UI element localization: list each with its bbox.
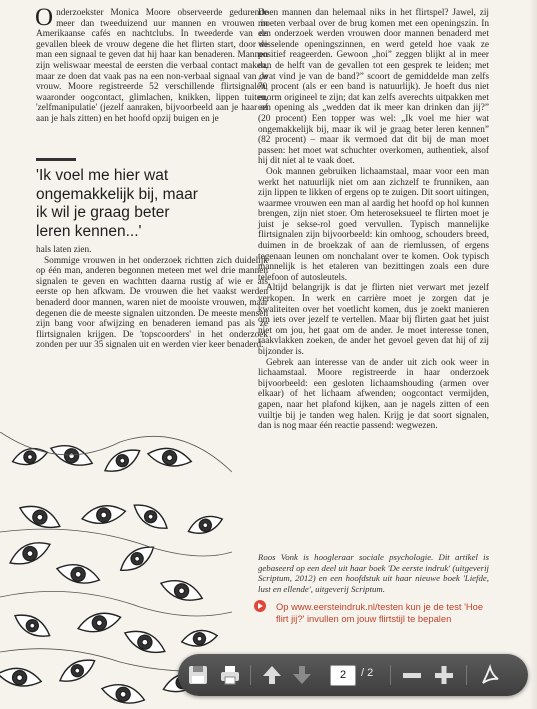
- paragraph: Gebrek aan interesse van de ander uit zich ook weer in lichaamstaal. Moore registreerde in haar onderzoek bijvoorbeeld: een gesloten lichaamshouding (armen over elkaar) of het lichaam afwenden; oogcontact vermijden, gapen, naar het plafond kijken, aan je nagels zitten of een vuiltje bij je tanden weg halen. Krijg je dat soort signalen, dan is nog maar één reactie passend: wegwezen.: [258, 357, 489, 432]
- page-number-input[interactable]: 2: [330, 665, 356, 686]
- pdf-toolbar: [178, 654, 528, 696]
- print-icon[interactable]: [218, 663, 242, 687]
- zoom-out-icon[interactable]: [400, 663, 424, 687]
- play-icon: [254, 600, 266, 612]
- paragraph: Sommige vrouwen in het onderzoek richtten zich duidelijk op één man, anderen begonnen meteen met wel drie mannen signalen te geven en wachtten daarna rustig af wie er als eerste op hen afkwam. De vrouwen die het vaakst werden benaderd door mannen, waren niet de mooiste vrouwen, maar degenen die de meeste signalen uitzonden. De meeste mensen zijn bang voor afwijzing en benaderen iemand pas als ze flirtsignalen krijgen. De 'topscoorders' in het onderzoek zonden per uur 35 signalen uit en werden vier keer benaderd.: [36, 255, 268, 351]
- toolbar-separator: [390, 665, 391, 685]
- promo-note: [268, 601, 493, 624]
- toolbar-separator: [250, 665, 251, 685]
- drop-cap: O: [35, 4, 54, 31]
- arrow-up-icon[interactable]: [260, 663, 284, 687]
- acrobat-icon[interactable]: [478, 663, 502, 687]
- zoom-in-icon[interactable]: [432, 663, 456, 687]
- toolbar-separator: [466, 665, 467, 685]
- article-column-left-top: [35, 4, 268, 125]
- paragraph: hals laten zien.: [36, 245, 92, 255]
- page-total: / 2: [361, 667, 374, 679]
- article-column-left-mid: [36, 245, 268, 351]
- arrow-down-icon[interactable]: [290, 663, 314, 687]
- pullquote-rule: [36, 158, 76, 161]
- author-bio: Roos Vonk is hoogleraar sociale psychologie. Dit artikel is gebaseerd op een deel uit haar boek 'De eerste indruk' (uitgeverij Scriptum, 2012) en een hoofdstuk uit haar nieuwe boek 'Liefde, lust en ellende', uitgeverij Scriptum.: [258, 552, 489, 594]
- pullquote: 'Ik voel me hier wat ongemakkelijk bij, maar ik wil je graag beter leren kennen...': [36, 167, 198, 240]
- save-icon[interactable]: [186, 663, 210, 687]
- promo-text: Op www.eersteindruk.nl/testen kun je de test 'Hoe flirt jij?' invullen om jouw flirtstijl te bepalen: [276, 601, 484, 624]
- article-column-right: [258, 8, 489, 432]
- paragraph: nderzoekster Monica Moore observeerde gedurende meer dan tweeduizend uur mannen en vrouwen in Amerikaanse cafés en nachtclubs. In tweederde van de gevallen bleek de vrouw degene die het flirten start, door de man een signaal te geven dat hij haar kan benaderen. Mannen zijn weliswaar meestal de eersten die verbaal contact maken, maar ze doen dat vaak pas na een non-verbaal signaal van de vrouw. Moore registreerde 52 verschillende flirtsignalen, waaronder oogcontact, glimlachen, knikken, lippen tuiten, 'zelfmanipulatie' (jezelf aanraken, bijvoorbeeld aan je haar of aan je hals zitten) en het hoofd opzij buigen en je: [36, 8, 268, 124]
- paragraph: Doen mannen dan helemaal niks in het flirtspel? Jawel, zij moeten verbaal over de brug komen met een openingszin. In een onderzoek werden vrouwen door mannen benaderd met wisselende openingszinnen, en werd geteld hoe vaak ze positief reageerden. Gewoon „hoi” zeggen blijkt al in meer dan de helft van de gevallen tot een gesprek te leiden; met „wat vind je van de band?” scoort de gemiddelde man zelfs 70 procent (als er een band is natuurlijk). Je hoeft dus niet enorm origineel te zijn; dat kan zelfs averechts uitpakken met een opening als „wedden dat ik meer kan drinken dan jij?” (20 procent) Een topper was wel: „Ik voel me hier wat ongemakkelijk bij, maar ik wil je graag beter leren kennen” (82 procent) – maar ik vermoed dat dit bij de man moet passen: het moet wat schuchter overkomen, authentiek, alsof hij dit niet al te vaak doet.: [258, 8, 489, 167]
- page-edge: [529, 0, 537, 709]
- paragraph: Ook mannen gebruiken lichaamstaal, maar voor een man werkt het natuurlijk niet om aan zichzelf te frunniken, aan zijn lippen te likken of ergens op te zuigen. Dit soort uitingen, waarmee vrouwen een man al aardig het hoofd op hol kunnen brengen, zijn niet stoer. Om heteroseksueel te flirten moet je juist je sekse-rol goed vervullen. Typisch mannelijke flirtsignalen zijn bijvoorbeeld: kin omhoog, schouders breed, duimen in de broekzak of aan de riemlussen, of ergens tegenaan leunen om nonchalant over te komen. Ook typisch mannelijk is het etaleren van bezittingen zoals een dure telefoon of autosleutels.: [258, 166, 489, 283]
- paragraph: Altijd belangrijk is dat je flirten niet verwart met jezelf verkopen. In werk en carrière moet je zorgen dat je kwaliteiten over het voetlicht komen, dus je zoekt manieren om iets over jezelf te vertellen. Maar bij flirten gaat het juist niet om jou, het gaat om de ander. Je moet interesse tonen, raakvlakken zoeken, de ander het gevoel geven dat hij of zij bijzonder is.: [258, 283, 489, 357]
